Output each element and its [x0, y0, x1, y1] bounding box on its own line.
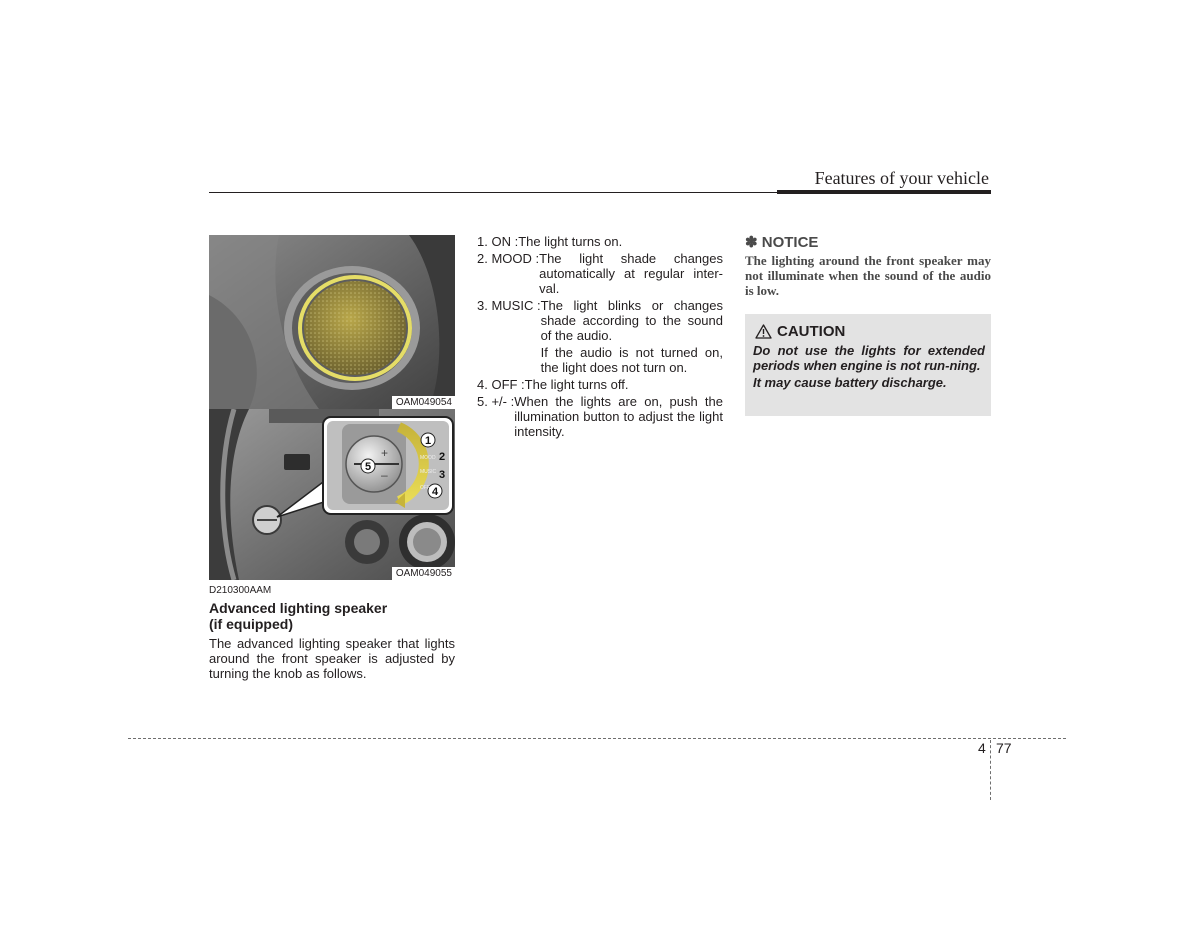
mode-description: The light shade changes automatically at regular inter-val. [539, 251, 723, 296]
list-item [477, 234, 723, 249]
list-item [477, 251, 723, 296]
warning-triangle-icon [755, 324, 772, 339]
mode-description-text: The light blinks or changes shade according to the sound of the audio. [540, 298, 723, 343]
mode-list [477, 234, 723, 441]
header-rule [209, 192, 777, 193]
callout-2: 2 [438, 451, 446, 463]
knob-text-music: MUSIC [420, 469, 437, 475]
mode-key: 5. +/- : [477, 394, 515, 409]
list-item [477, 377, 723, 392]
caution-heading-text: CAUTION [777, 323, 846, 340]
chapter-number: 4 [978, 740, 986, 756]
plus-symbol: + [381, 446, 389, 460]
callout-3: 3 [438, 469, 446, 481]
section-title: Features of your vehicle [814, 168, 989, 188]
notice-body: The lighting around the front speaker may not illuminate when the sound of the audio is low. [745, 253, 991, 298]
mode-key: 2. MOOD : [477, 251, 540, 266]
illumination-knob-illustration [209, 409, 455, 580]
notice-heading [745, 233, 818, 251]
figure-speaker [209, 235, 455, 409]
mode-description: The light turns on. [518, 234, 623, 249]
mode-description: The light turns off. [524, 377, 629, 392]
mode-description [541, 298, 723, 375]
notice-icon: ✽ [745, 234, 758, 251]
callout-1: 1 [424, 435, 432, 447]
article-body: The advanced lighting speaker that lights around the front speaker is adjusted by turning the knob as follows. [209, 636, 455, 681]
article-heading [209, 600, 459, 632]
header-rule-accent [777, 190, 991, 194]
callout-5: 5 [364, 461, 372, 473]
minus-symbol: – [381, 468, 388, 482]
page-number: 77 [996, 740, 1012, 756]
knob-text-mood: MOOD [420, 455, 436, 461]
callout-4: 4 [431, 486, 439, 498]
article-heading-line2: (if equipped) [209, 616, 293, 632]
caution-heading [755, 323, 845, 340]
caution-line: Do not use the lights for extended periods when engine is not run-ning. [753, 343, 985, 373]
figure-label: OAM049054 [392, 396, 455, 409]
list-item [477, 298, 723, 375]
mode-key: 3. MUSIC : [477, 298, 541, 313]
figure-label: OAM049055 [392, 567, 455, 580]
knob-text-off: OFF [420, 485, 430, 491]
notice-heading-text: NOTICE [761, 234, 819, 251]
reference-code: D210300AAM [209, 585, 272, 596]
caution-box [745, 314, 991, 416]
mode-description: When the lights are on, push the illumination button to adjust the light intensity. [514, 394, 723, 439]
figure-knob [209, 409, 455, 580]
footer-divider [990, 740, 991, 800]
speaker-grille-illustration [209, 235, 455, 409]
footer-rule [128, 738, 1066, 739]
mode-key: 1. ON : [477, 234, 519, 249]
mode-key: 4. OFF : [477, 377, 525, 392]
list-item [477, 394, 723, 439]
caution-line: It may cause battery discharge. [753, 375, 947, 390]
caution-body [753, 343, 985, 390]
article-heading-line1: Advanced lighting speaker [209, 600, 388, 616]
mode-note: If the audio is not turned on, the light does not turn on. [540, 345, 723, 375]
